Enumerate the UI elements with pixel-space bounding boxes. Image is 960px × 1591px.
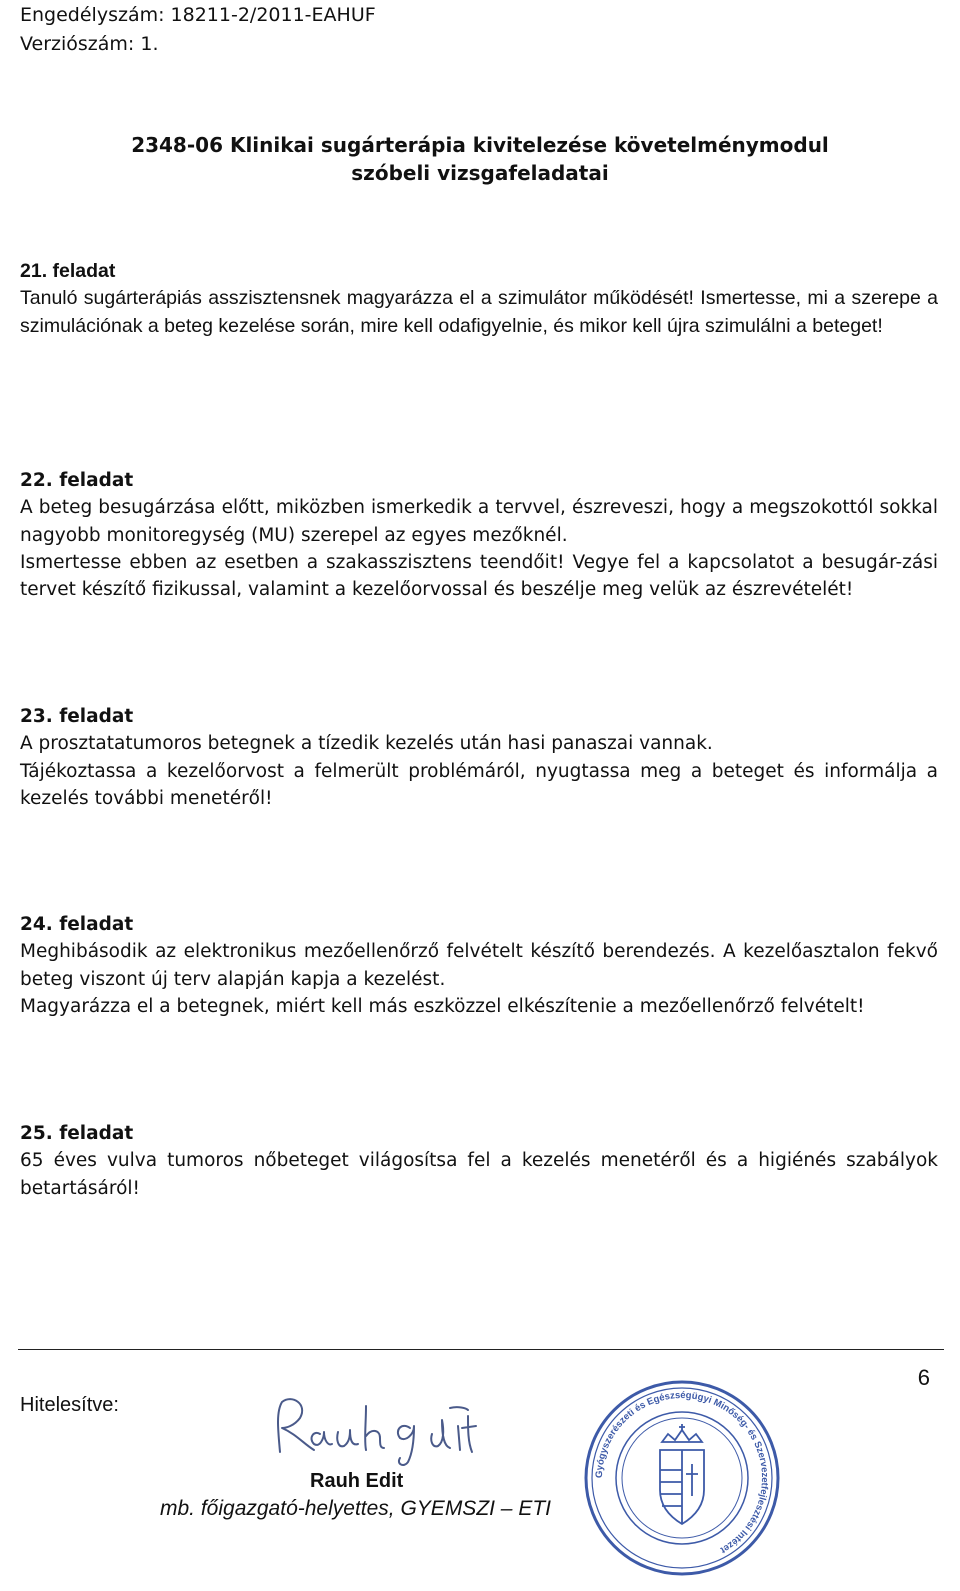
task-number: 24. feladat	[20, 914, 134, 935]
license-number: Engedélyszám: 18211-2/2011-EAHUF	[20, 4, 376, 26]
document-title: 2348-06 Klinikai sugárterápia kivitelezése követelménymodul	[131, 133, 829, 157]
signer-role: mb. főigazgató-helyettes, GYEMSZI – ETI	[160, 1497, 551, 1520]
verified-label: Hitelesítve:	[20, 1394, 119, 1416]
task-text: Ismertesse ebben az esetben a szakasszisztens teendőit! Vegye fel a kapcsolatot a besugár-zási tervet készítő fizikussal, valamint a kezelőorvossal és beszélje meg velük az észrevételét!	[20, 551, 938, 601]
task-25	[20, 1120, 938, 1202]
task-number: 23. feladat	[20, 706, 134, 727]
task-text: Meghibásodik az elektronikus mezőellenőrző felvételt készítő berendezés. A kezelőasztalon fekvő beteg viszont új terv alapján kapja a kezelést.	[20, 941, 938, 990]
task-number: 22. feladat	[20, 470, 134, 491]
task-23	[20, 703, 938, 812]
task-number: 21. feladat	[20, 260, 116, 282]
task-text: A prosztatatumoros betegnek a tízedik kezelés után hasi panaszai vannak.	[20, 733, 713, 755]
task-text: Magyarázza el a betegnek, miért kell más eszközzel elkészítenie a mezőellenőrző felvételt!	[20, 995, 865, 1017]
task-text: Tanuló sugárterápiás asszisztensnek magyarázza el a szimulátor működését! Ismertesse, mi a szerepe a szimulációnak a beteg kezelése során, mire kell odafigyelnie, és mikor kell újra szimulálni a beteget!	[20, 287, 938, 337]
page-number: 6	[917, 1365, 930, 1390]
handwritten-signature	[262, 1390, 482, 1470]
task-number: 25. feladat	[20, 1123, 134, 1144]
document-subtitle: szóbeli vizsgafeladatai	[351, 161, 609, 185]
task-22	[20, 467, 938, 603]
svg-text:Gyógyszerészeti és Egészségügy: Gyógyszerészeti és Egészségügyi Minőség- és Szervezetfejlesztési Intézet	[593, 1389, 771, 1556]
official-stamp-icon	[582, 1378, 782, 1578]
task-text: A beteg besugárzása előtt, miközben ismerkedik a tervvel, észreveszi, hogy a megszokottól sokkal nagyobb monitoregység (MU) szerepel az egyes mezőknél.	[20, 497, 938, 546]
signer-name: Rauh Edit	[310, 1470, 404, 1492]
task-text: Tájékoztassa a kezelőorvost a felmerült problémáról, nyugtassa meg a beteget és informálja a kezelés további menetéről!	[20, 760, 938, 809]
task-21	[20, 258, 938, 340]
version-number: Verziószám: 1.	[20, 33, 159, 55]
footer-divider	[18, 1349, 944, 1350]
task-text: 65 éves vulva tumoros nőbeteget világosítsa fel a kezelés menetéről és a higiénés szabályok betartásáról!	[20, 1150, 938, 1199]
task-24	[20, 911, 938, 1020]
